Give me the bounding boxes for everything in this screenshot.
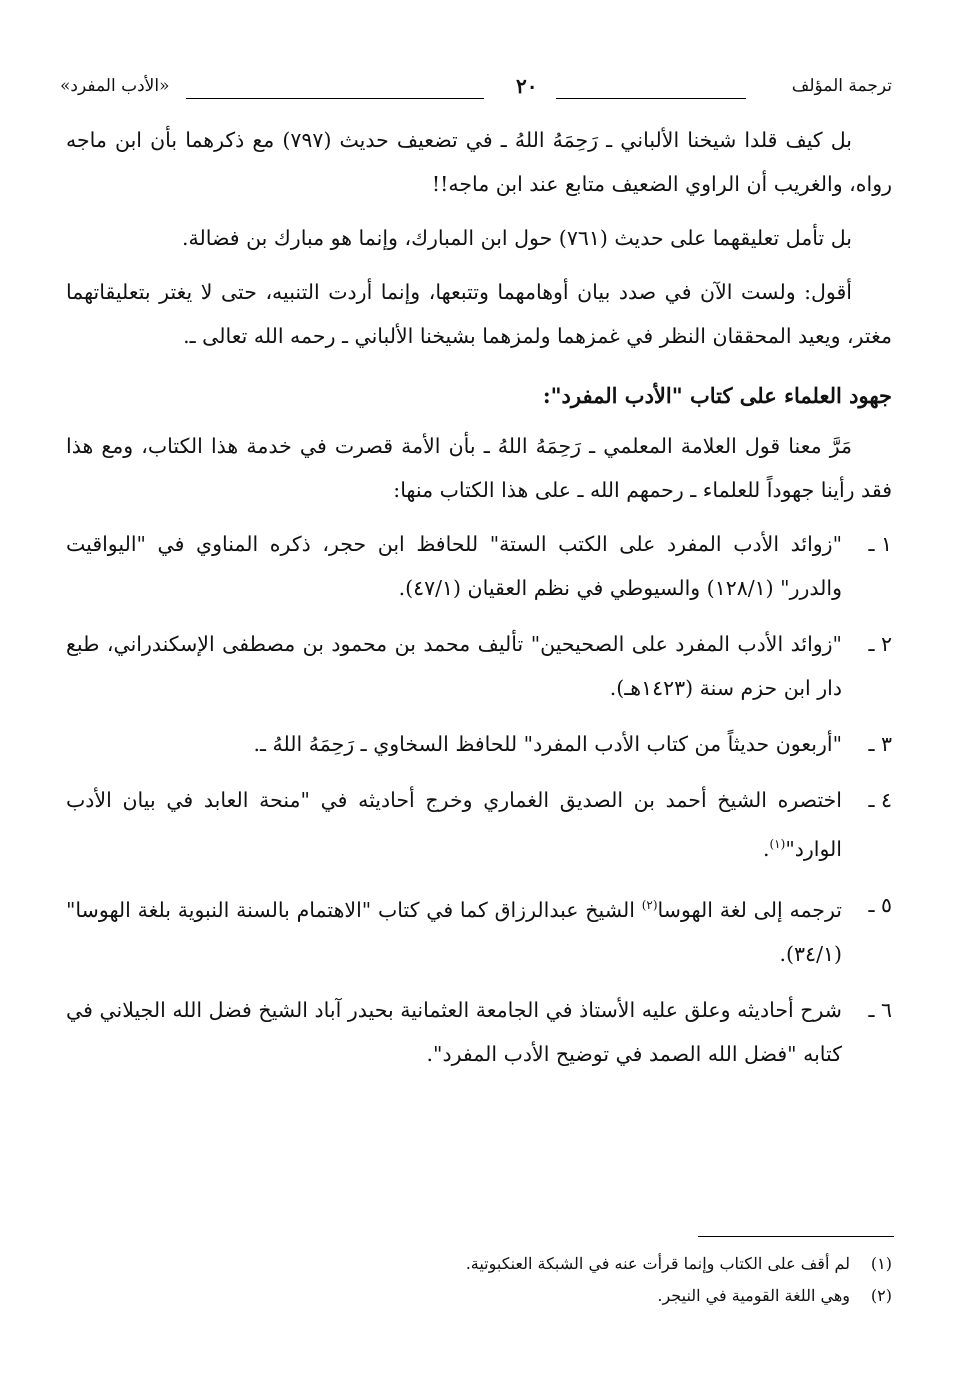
list-item-text: ترجمه إلى لغة الهوسا [657, 897, 842, 922]
footnote-number: (٢) [870, 1286, 892, 1305]
footnote [66, 1280, 892, 1312]
running-header [60, 76, 892, 106]
header-chapter-title: ترجمة المؤلف [791, 76, 892, 96]
list-item [66, 988, 892, 1076]
list-item [66, 622, 892, 710]
list-item [66, 722, 892, 766]
paragraph: بل تأمل تعليقهما على حديث (٧٦١) حول ابن المبارك، وإنما هو مبارك بن فضالة. [181, 226, 852, 250]
list-item-text: "أربعون حديثاً من كتاب الأدب المفرد" للحافظ السخاوي ـ رَحِمَهُ اللهُ ـ. [253, 732, 842, 756]
list-item-text-tail: الشيخ عبدالرزاق كما في كتاب "الاهتمام بالسنة النبوية بلغة الهوسا" (٣٤/١). [66, 897, 842, 966]
list-item-number: ٤ ـ [868, 788, 892, 812]
footnote-ref: (١) [769, 837, 786, 851]
list-item-number: ٥ ـ [868, 892, 892, 917]
list-item [66, 883, 892, 976]
list-item [66, 778, 892, 871]
footnote-number: (١) [870, 1254, 892, 1273]
header-rule-right [556, 98, 746, 99]
list-item-number: ٣ ـ [868, 732, 892, 756]
paragraph: مَرَّ معنا قول العلامة المعلمي ـ رَحِمَهُ اللهُ ـ بأن الأمة قصرت في خدمة هذا الكتاب، ومع هذا فقد رأينا جهوداً للعلماء ـ رحمهم الله ـ على هذا الكتاب منها: [66, 434, 892, 502]
list-item-number: ٢ ـ [868, 632, 892, 656]
list-item-text: "زوائد الأدب المفرد على الصحيحين" تأليف محمد بن محمود بن مصطفى الإسكندراني، طبع دار ابن حزم سنة (١٤٢٣هـ). [66, 632, 842, 700]
footnote [66, 1248, 892, 1280]
footnote-text: وهي اللغة القومية في النيجر. [657, 1286, 850, 1305]
list-item-text: اختصره الشيخ أحمد بن الصديق الغماري وخرج أحاديثه في "منحة العابد في بيان الأدب الوارد" [66, 788, 842, 861]
paragraph: أقول: ولست الآن في صدد بيان أوهامهما وتتبعها، وإنما أردت التنبيه، حتى لا يغتر بتعليقاتهما مغتر، ويعيد المحققان النظر في غمزهما ولمزهما بشيخنا الألباني ـ رحمه الله تعالى ـ. [66, 280, 892, 348]
list-item-text-tail: . [762, 836, 770, 861]
paragraph: بل كيف قلدا شيخنا الألباني ـ رَحِمَهُ اللهُ ـ في تضعيف حديث (٧٩٧) مع ذكرهما بأن ابن ماجه رواه، والغريب أن الراوي الضعيف متابع عند ابن ماجه!! [66, 128, 892, 196]
header-book-title: «الأدب المفرد» [60, 76, 170, 96]
footnotes [66, 1248, 892, 1312]
list-item-number: ٦ ـ [868, 997, 892, 1022]
list-item-text: "زوائد الأدب المفرد على الكتب الستة" للحافظ ابن حجر، ذكره المناوي في "اليواقيت والدرر" (١٢٨/١) والسيوطي في نظم العقيان (٤٧/١). [66, 532, 842, 600]
footnote-text: لم أقف على الكتاب وإنما قرأت عنه في الشبكة العنكبوتية. [465, 1254, 850, 1273]
section-heading: جهود العلماء على كتاب "الأدب المفرد": [542, 383, 892, 408]
page-number: ٢٠ [516, 74, 538, 98]
main-text [66, 118, 892, 1088]
footnote-ref: (٢) [641, 897, 658, 912]
header-rule-left [186, 98, 484, 99]
list-item-number: ١ ـ [868, 532, 892, 556]
list-item-text: شرح أحاديثه وعلق عليه الأستاذ في الجامعة العثمانية بحيدر آباد الشيخ فضل الله الجيلاني في كتابه "فضل الله الصمد في توضيح الأدب المفرد". [66, 997, 842, 1066]
footnote-separator [698, 1236, 894, 1237]
list-item [66, 522, 892, 610]
